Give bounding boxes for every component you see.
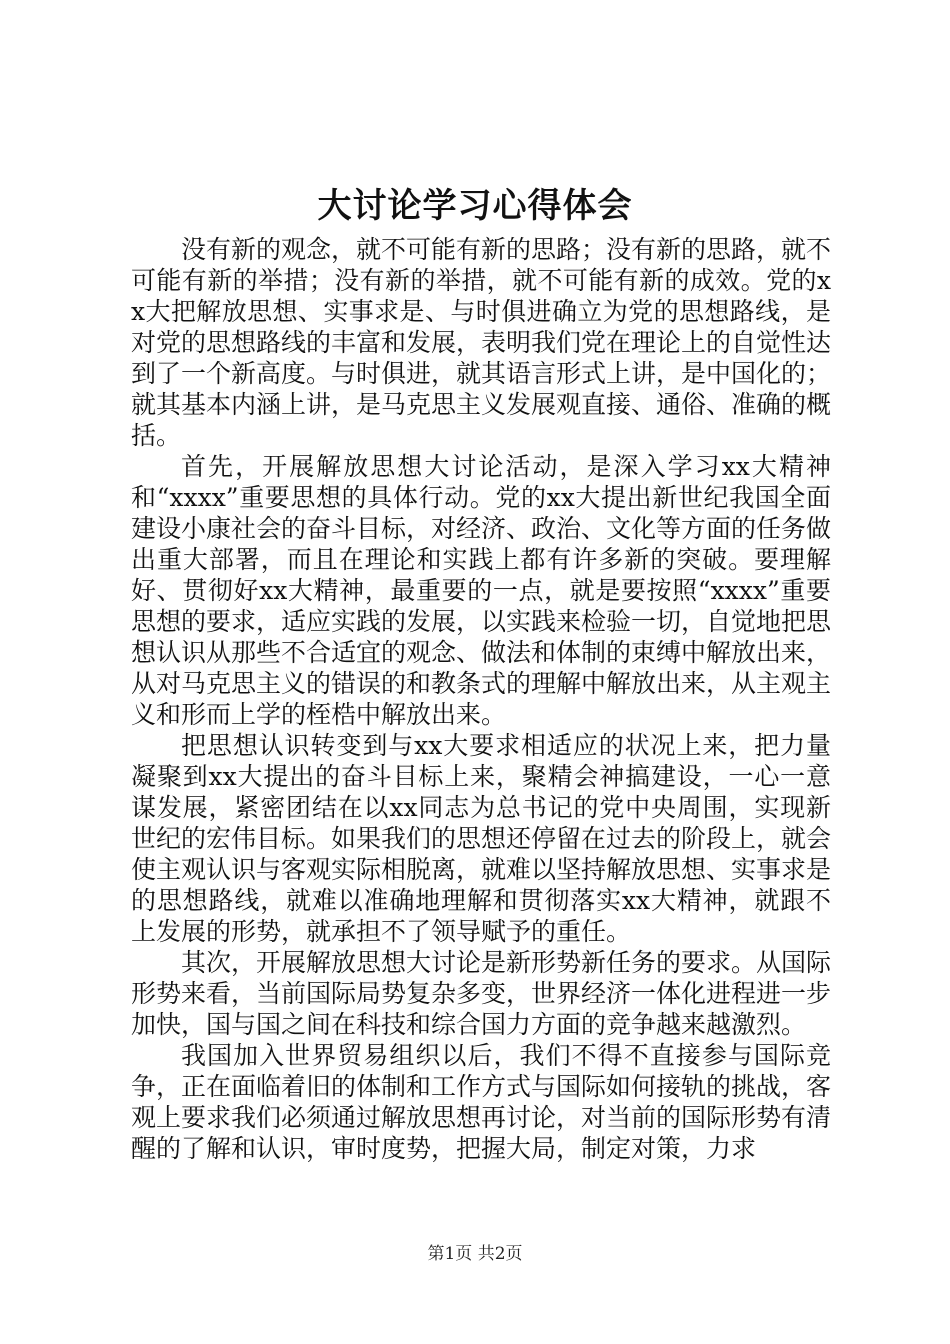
document-title: 大讨论学习心得体会 bbox=[317, 186, 633, 226]
page-footer: 第1页 共2页 bbox=[427, 1244, 523, 1264]
document-body bbox=[131, 234, 831, 1164]
paragraph-1: 没有新的观念，就不可能有新的思路；没有新的思路，就不可能有新的举措；没有新的举措，就不可能有新的成效。党的xx大把解放思想、实事求是、与时俱进确立为党的思想路线，是对党的思想路线的丰富和发展，表明我们党在理论上的自觉性达到了一个新高度。与时俱进，就其语言形式上讲，是中国化的；就其基本内涵上讲，是马克思主义发展观直接、通俗、准确的概括。 bbox=[131, 235, 832, 450]
paragraph-3: 把思想认识转变到与xx大要求相适应的状况上来，把力量凝聚到xx大提出的奋斗目标上来，聚精会神搞建设，一心一意谋发展，紧密团结在以xx同志为总书记的党中央周围，实现新世纪的宏伟目标。如果我们的思想还停留在过去的阶段上，就会使主观认识与客观实际相脱离，就难以坚持解放思想、实事求是的思想路线，就难以准确地理解和贯彻落实xx大精神，就跟不上发展的形势，就承担不了领导赋予的重任。 bbox=[131, 731, 832, 946]
paragraph-5: 我国加入世界贸易组织以后，我们不得不直接参与国际竞争，正在面临着旧的体制和工作方式与国际如何接轨的挑战，客观上要求我们必须通过解放思想再讨论，对当前的国际形势有清醒的了解和认识，审时度势，把握大局，制定对策，力求 bbox=[131, 1041, 832, 1163]
paragraph-2: 首先，开展解放思想大讨论活动，是深入学习xx大精神和“xxxx”重要思想的具体行动。党的xx大提出新世纪我国全面建设小康社会的奋斗目标，对经济、政治、文化等方面的任务做出重大部署，而且在理论和实践上都有许多新的突破。要理解好、贯彻好xx大精神，最重要的一点，就是要按照“xxxx”重要思想的要求，适应实践的发展，以实践来检验一切，自觉地把思想认识从那些不合适宜的观念、做法和体制的束缚中解放出来，从对马克思主义的错误的和教条式的理解中解放出来，从主观主义和形而上学的桎梏中解放出来。 bbox=[131, 452, 832, 729]
paragraph-4: 其次，开展解放思想大讨论是新形势新任务的要求。从国际形势来看，当前国际局势复杂多变，世界经济一体化进程进一步加快，国与国之间在科技和综合国力方面的竞争越来越激烈。 bbox=[131, 948, 832, 1039]
